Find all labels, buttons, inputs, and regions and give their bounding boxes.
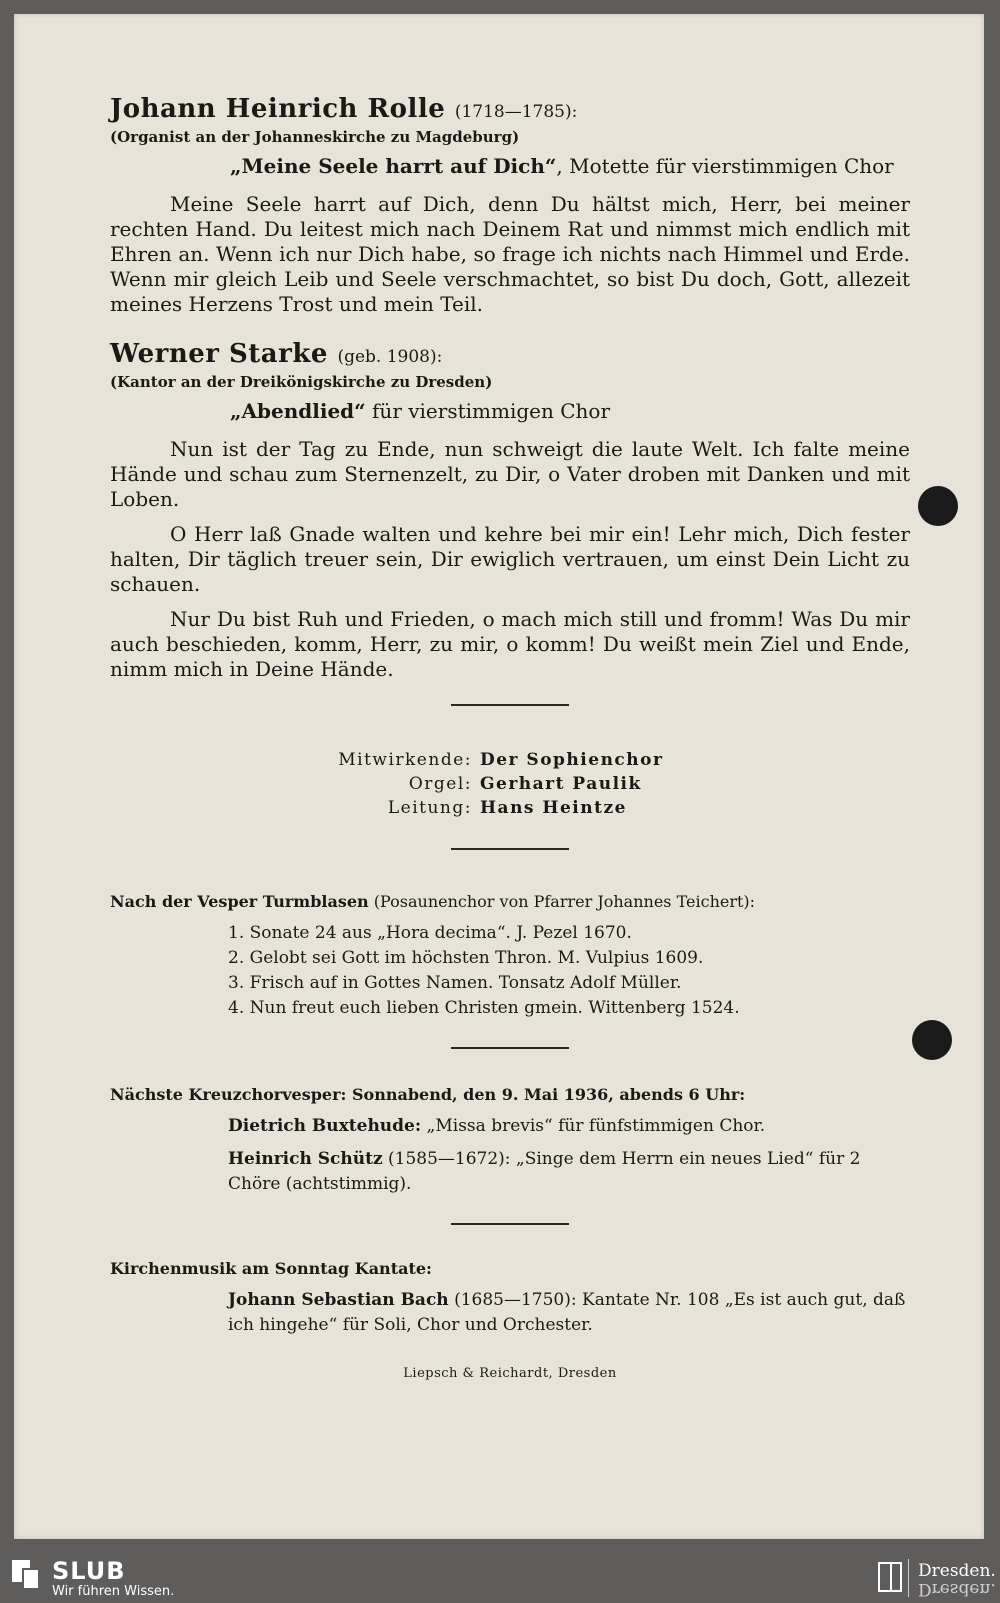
- credit-label: Mitwirkende:: [338, 750, 472, 770]
- composer-heading-rolle: [110, 94, 910, 124]
- credit-value: Der Sophienchor: [480, 750, 664, 770]
- cantata-line: [228, 1288, 910, 1338]
- lyrics-paragraph: Meine Seele harrt auf Dich, denn Du hältst mich, Herr, bei meiner rechten Hand. Du leitest mich nach Deinem Rat und nimmst mich endlich mit Ehren an. Wenn ich nur Dich habe, so frage ich nichts nach Himmel und Erde. Wenn mir gleich Leib und Seele verschmachtet, so bist Du doch, Gott, allezeit meines Herzens Trost und mein Teil.: [110, 192, 910, 316]
- divider-rule: [451, 704, 569, 706]
- composer-name: Dietrich Buxtehude:: [228, 1116, 422, 1136]
- slub-brand[interactable]: SLUB: [52, 1557, 126, 1585]
- composer-dates: (1718—1785):: [454, 102, 578, 122]
- credit-row: [110, 796, 910, 820]
- work-description: , Motette für vierstimmigen Chor: [556, 154, 894, 178]
- divider-rule: [451, 1047, 569, 1049]
- work-line-motette: [230, 154, 910, 178]
- footer-bar: [0, 1553, 1000, 1603]
- composer-heading-starke: [110, 339, 910, 369]
- work-description: für vierstimmigen Chor: [365, 399, 611, 423]
- credit-row: [110, 772, 910, 796]
- printer-imprint: Liepsch & Reichardt, Dresden: [403, 1366, 617, 1381]
- tower-heading-rest: (Posaunenchor von Pfarrer Johannes Teichert):: [368, 892, 756, 911]
- divider-rule: [451, 1223, 569, 1225]
- work-text: „Missa brevis“ für fünfstimmigen Chor.: [421, 1116, 766, 1136]
- credit-value: Hans Heintze: [480, 798, 627, 818]
- slub-logo-icon: [12, 1560, 40, 1594]
- punch-hole: [912, 1020, 952, 1060]
- tower-music-heading: [110, 892, 910, 911]
- work-title: „Meine Seele harrt auf Dich“: [230, 154, 557, 178]
- credit-row: [110, 748, 910, 772]
- list-item: 3. Frisch auf in Gottes Namen. Tonsatz Adolf Müller.: [228, 973, 682, 993]
- list-item: 2. Gelobt sei Gott im höchsten Thron. M. Vulpius 1609.: [228, 948, 704, 968]
- work-text: (1585—1672): „Singe dem Herrn ein neues Lied“ für 2 Chöre (achtstimmig).: [228, 1149, 861, 1194]
- list-item: 1. Sonate 24 aus „Hora decima“. J. Pezel 1670.: [228, 923, 632, 943]
- credit-label: Leitung:: [387, 798, 472, 818]
- composer-name: Johann Heinrich Rolle: [110, 94, 446, 124]
- composer-position: (Kantor an der Dreikönigskirche zu Dresden): [110, 373, 493, 391]
- next-vesper-line-1: [228, 1114, 910, 1139]
- credit-value: Gerhart Paulik: [480, 774, 642, 794]
- composer-name: Heinrich Schütz: [228, 1149, 383, 1169]
- work-line-abendlied: [230, 399, 910, 423]
- divider-rule: [451, 848, 569, 850]
- dresden-logo-reflection: Dresden.: [918, 1579, 996, 1599]
- slub-tagline: Wir führen Wissen.: [52, 1584, 175, 1599]
- work-text: (1685—1750): Kantate Nr. 108 „Es ist auch gut, daß ich hingehe“ für Soli, Chor und Orchester.: [228, 1290, 906, 1335]
- work-title: „Abendlied“: [230, 399, 366, 423]
- composer-position: (Organist an der Johanneskirche zu Magdeburg): [110, 128, 520, 146]
- composer-dates: (geb. 1908):: [337, 347, 443, 367]
- lyrics-block-2: [110, 437, 910, 682]
- tower-music-list: [228, 921, 910, 1021]
- dresden-logo[interactable]: Dresden.: [918, 1561, 996, 1581]
- cantata-heading: Kirchenmusik am Sonntag Kantate:: [110, 1259, 432, 1278]
- composer-name: Werner Starke: [110, 339, 328, 369]
- program-content: [110, 94, 910, 1381]
- lyrics-paragraph: Nun ist der Tag zu Ende, nun schweigt die laute Welt. Ich falte meine Hände und schau zum Sternenzelt, zu Dir, o Vater droben mit Danken und mit Loben.: [110, 437, 910, 511]
- tower-heading-bold: Nach der Vesper Turmblasen: [110, 892, 369, 911]
- dresden-crest-icon: [878, 1562, 902, 1592]
- next-vesper-heading: Nächste Kreuzchorvesper: Sonnabend, den 9. Mai 1936, abends 6 Uhr:: [110, 1085, 746, 1104]
- scanned-page: [14, 14, 984, 1539]
- list-item: 4. Nun freut euch lieben Christen gmein. Wittenberg 1524.: [228, 998, 740, 1018]
- lyrics-paragraph: O Herr laß Gnade walten und kehre bei mir ein! Lehr mich, Dich fester halten, Dir täglich treuer sein, Dir ewiglich vertrauen, um einst Dein Licht zu schauen.: [110, 522, 910, 596]
- lyrics-block-1: [110, 192, 910, 317]
- footer-divider: [908, 1559, 909, 1597]
- composer-name: Johann Sebastian Bach: [228, 1290, 449, 1310]
- credit-label: Orgel:: [408, 774, 472, 794]
- credits-block: [110, 748, 910, 820]
- punch-hole: [918, 486, 958, 526]
- next-vesper-line-2: [228, 1147, 910, 1197]
- lyrics-paragraph: Nur Du bist Ruh und Frieden, o mach mich still und fromm! Was Du mir auch beschieden, komm, Herr, zu mir, o komm! Du weißt mein Ziel und Ende, nimm mich in Deine Hände.: [110, 607, 910, 681]
